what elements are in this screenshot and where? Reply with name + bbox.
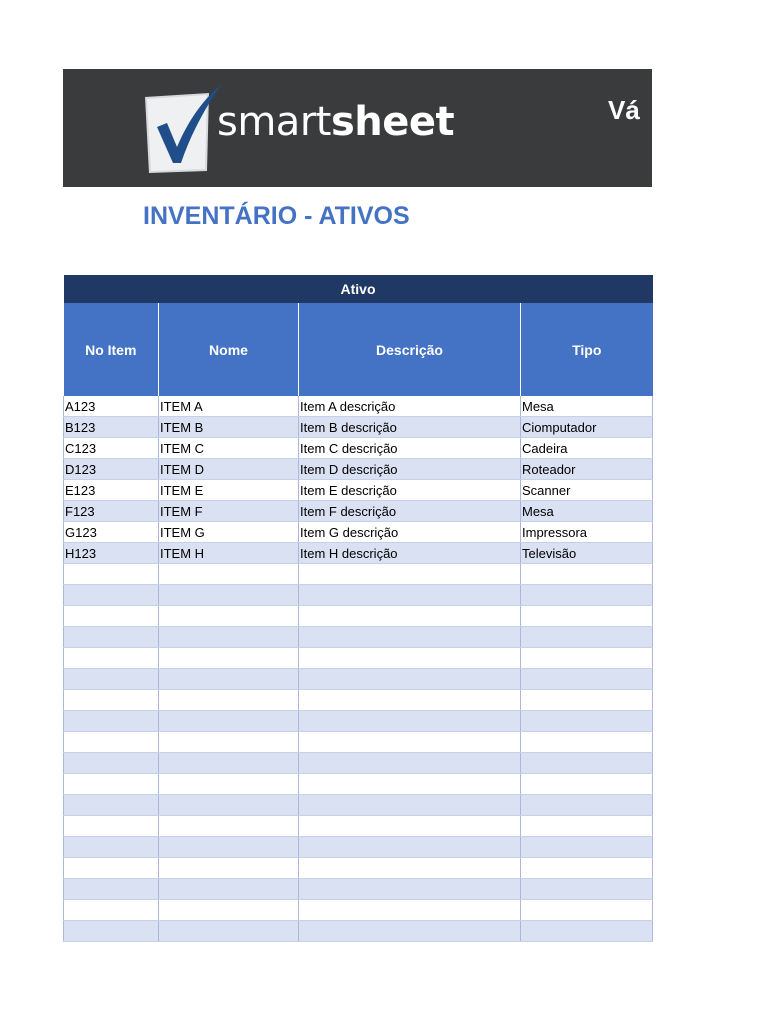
cell-nome[interactable]: ITEM A [159, 396, 299, 417]
cell-nome[interactable] [159, 753, 299, 774]
table-row [64, 543, 653, 564]
cell-no-item[interactable] [64, 900, 159, 921]
column-header-row [64, 303, 653, 396]
cell-nome[interactable] [159, 795, 299, 816]
smartsheet-banner[interactable] [63, 69, 652, 187]
cell-no-item[interactable] [64, 606, 159, 627]
cell-tipo[interactable] [521, 648, 653, 669]
cell-no-item[interactable]: G123 [64, 522, 159, 543]
cell-descricao[interactable]: Item E descrição [299, 480, 521, 501]
table-row [64, 438, 653, 459]
table-row [64, 858, 653, 879]
cell-no-item[interactable] [64, 921, 159, 942]
cell-nome[interactable] [159, 627, 299, 648]
cell-descricao[interactable]: Item D descrição [299, 459, 521, 480]
cell-nome[interactable] [159, 774, 299, 795]
cell-nome[interactable] [159, 900, 299, 921]
cell-no-item[interactable] [64, 711, 159, 732]
cell-descricao[interactable] [299, 837, 521, 858]
cell-no-item[interactable]: A123 [64, 396, 159, 417]
table-row [64, 627, 653, 648]
banner-cta-text[interactable]: Vá [608, 95, 640, 125]
cell-descricao[interactable]: Item G descrição [299, 522, 521, 543]
cell-nome[interactable] [159, 837, 299, 858]
cell-tipo[interactable] [521, 711, 653, 732]
cell-no-item[interactable] [64, 585, 159, 606]
cell-tipo[interactable] [521, 795, 653, 816]
cell-nome[interactable]: ITEM E [159, 480, 299, 501]
cell-no-item[interactable] [64, 753, 159, 774]
cell-tipo[interactable] [521, 564, 653, 585]
table-row [64, 816, 653, 837]
cell-descricao[interactable] [299, 669, 521, 690]
cell-no-item[interactable]: F123 [64, 501, 159, 522]
cell-descricao[interactable] [299, 585, 521, 606]
cell-no-item[interactable]: H123 [64, 543, 159, 564]
cell-tipo[interactable]: Mesa [521, 501, 653, 522]
cell-tipo[interactable]: Roteador [521, 459, 653, 480]
table-row [64, 522, 653, 543]
table-row [64, 900, 653, 921]
table-row [64, 753, 653, 774]
cell-descricao[interactable] [299, 879, 521, 900]
cell-no-item[interactable] [64, 732, 159, 753]
table-row [64, 459, 653, 480]
column-header-descricao[interactable]: Descrição [299, 303, 521, 396]
column-header-nome[interactable]: Nome [159, 303, 299, 396]
cell-descricao[interactable] [299, 795, 521, 816]
cell-tipo[interactable] [521, 606, 653, 627]
table-row [64, 396, 653, 417]
table-row [64, 774, 653, 795]
table-row [64, 480, 653, 501]
cell-descricao[interactable] [299, 606, 521, 627]
cell-descricao[interactable] [299, 816, 521, 837]
logo-text-smart: smart [217, 99, 331, 145]
cell-no-item[interactable]: E123 [64, 480, 159, 501]
cell-nome[interactable]: ITEM H [159, 543, 299, 564]
cell-nome[interactable] [159, 879, 299, 900]
cell-nome[interactable] [159, 669, 299, 690]
cell-descricao[interactable] [299, 774, 521, 795]
cell-nome[interactable]: ITEM D [159, 459, 299, 480]
cell-no-item[interactable] [64, 795, 159, 816]
column-header-tipo[interactable]: Tipo [521, 303, 653, 396]
cell-no-item[interactable]: C123 [64, 438, 159, 459]
group-header-ativo: Ativo [64, 275, 653, 303]
cell-descricao[interactable] [299, 648, 521, 669]
group-header-row [64, 275, 653, 303]
table-row [64, 648, 653, 669]
table-row [64, 795, 653, 816]
cell-descricao[interactable]: Item B descrição [299, 417, 521, 438]
cell-nome[interactable]: ITEM F [159, 501, 299, 522]
cell-nome[interactable] [159, 585, 299, 606]
cell-tipo[interactable] [521, 690, 653, 711]
cell-descricao[interactable] [299, 732, 521, 753]
cell-descricao[interactable]: Item A descrição [299, 396, 521, 417]
cell-no-item[interactable] [64, 858, 159, 879]
table-row [64, 711, 653, 732]
cell-tipo[interactable] [521, 627, 653, 648]
cell-nome[interactable] [159, 858, 299, 879]
table-row [64, 564, 653, 585]
cell-tipo[interactable] [521, 879, 653, 900]
column-header-no-item[interactable]: No Item [64, 303, 159, 396]
cell-nome[interactable] [159, 711, 299, 732]
cell-no-item[interactable] [64, 669, 159, 690]
cell-descricao[interactable] [299, 753, 521, 774]
cell-nome[interactable] [159, 564, 299, 585]
table-row [64, 690, 653, 711]
table-row [64, 669, 653, 690]
cell-nome[interactable] [159, 816, 299, 837]
smartsheet-logo-text [217, 99, 454, 145]
cell-tipo[interactable] [521, 774, 653, 795]
cell-tipo[interactable]: Cadeira [521, 438, 653, 459]
cell-no-item[interactable] [64, 837, 159, 858]
table-row [64, 921, 653, 942]
cell-tipo[interactable] [521, 900, 653, 921]
cell-descricao[interactable] [299, 564, 521, 585]
cell-descricao[interactable] [299, 900, 521, 921]
cell-tipo[interactable] [521, 753, 653, 774]
inventory-table [63, 275, 653, 942]
cell-tipo[interactable] [521, 732, 653, 753]
cell-nome[interactable] [159, 606, 299, 627]
cell-tipo[interactable]: Televisão [521, 543, 653, 564]
cell-no-item[interactable]: B123 [64, 417, 159, 438]
cell-descricao[interactable] [299, 921, 521, 942]
table-row [64, 606, 653, 627]
table-row [64, 837, 653, 858]
logo-text-sheet: sheet [330, 99, 455, 145]
cell-no-item[interactable] [64, 648, 159, 669]
cell-no-item[interactable]: D123 [64, 459, 159, 480]
cell-descricao[interactable] [299, 690, 521, 711]
cell-no-item[interactable] [64, 690, 159, 711]
cell-tipo[interactable]: Impressora [521, 522, 653, 543]
cell-nome[interactable] [159, 648, 299, 669]
table-row [64, 879, 653, 900]
cell-nome[interactable] [159, 732, 299, 753]
cell-tipo[interactable] [521, 669, 653, 690]
table-row [64, 732, 653, 753]
cell-tipo[interactable] [521, 816, 653, 837]
cell-tipo[interactable] [521, 837, 653, 858]
cell-descricao[interactable] [299, 858, 521, 879]
cell-no-item[interactable] [64, 816, 159, 837]
table-body [64, 396, 653, 942]
cell-tipo[interactable] [521, 585, 653, 606]
cell-descricao[interactable]: Item H descrição [299, 543, 521, 564]
cell-tipo[interactable]: Ciomputador [521, 417, 653, 438]
cell-descricao[interactable] [299, 711, 521, 732]
table-row [64, 417, 653, 438]
smartsheet-checkmark-icon [143, 83, 223, 175]
cell-no-item[interactable] [64, 564, 159, 585]
table-row [64, 501, 653, 522]
table-row [64, 585, 653, 606]
cell-no-item[interactable] [64, 627, 159, 648]
cell-descricao[interactable]: Item F descrição [299, 501, 521, 522]
cell-nome[interactable]: ITEM C [159, 438, 299, 459]
page-title: INVENTÁRIO - ATIVOS [143, 202, 410, 230]
cell-tipo[interactable] [521, 858, 653, 879]
cell-nome[interactable]: ITEM G [159, 522, 299, 543]
cell-nome[interactable] [159, 921, 299, 942]
cell-tipo[interactable]: Scanner [521, 480, 653, 501]
cell-descricao[interactable] [299, 627, 521, 648]
cell-no-item[interactable] [64, 774, 159, 795]
cell-descricao[interactable]: Item C descrição [299, 438, 521, 459]
cell-no-item[interactable] [64, 879, 159, 900]
cell-nome[interactable] [159, 690, 299, 711]
cell-tipo[interactable]: Mesa [521, 396, 653, 417]
cell-tipo[interactable] [521, 921, 653, 942]
cell-nome[interactable]: ITEM B [159, 417, 299, 438]
